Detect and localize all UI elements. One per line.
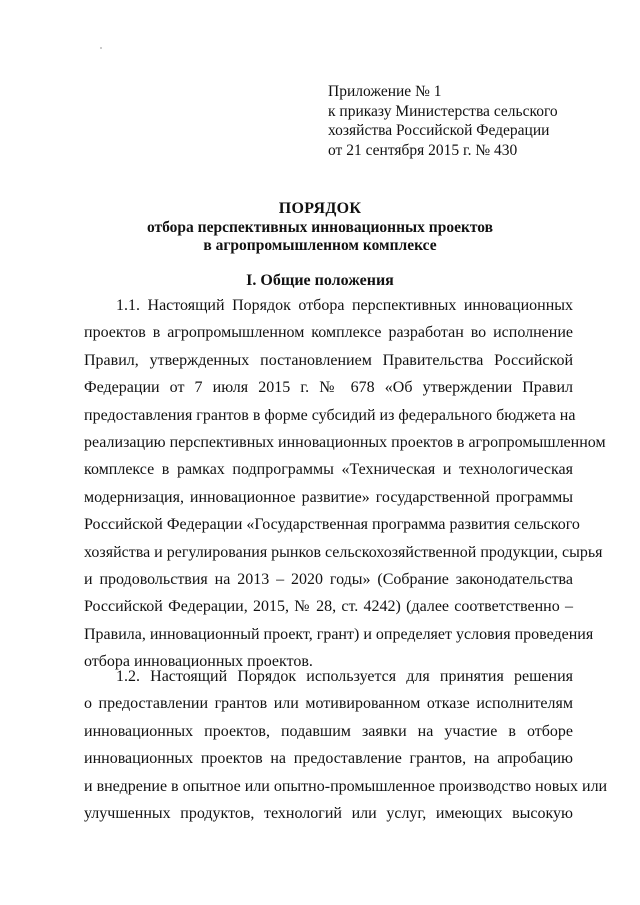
paragraph-line: реализацию перспективных инновационных проектов в агропромышленном <box>84 433 606 451</box>
paragraph-line: хозяйства и регулирования рынков сельскохозяйственной продукции, сырья <box>84 543 603 561</box>
paragraph-1-1 <box>84 292 606 675</box>
paragraph-line: 1.1. Настоящий Порядок отбора перспективных инновационных <box>116 297 573 314</box>
appendix-line-4: от 21 сентября 2015 г. № 430 <box>328 141 518 159</box>
paragraph-line: комплексе в рамках подпрограммы «Техническая и технологическая <box>84 461 573 479</box>
document-subtitle-line-2: в агропромышленном комплексе <box>203 237 437 254</box>
document-subtitle-line-1: отбора перспективных инновационных проектов <box>146 219 494 236</box>
section-heading: I. Общие положения <box>246 272 394 289</box>
paragraph-line: инновационных проектов на предоставление грантов, на апробацию <box>84 750 573 768</box>
paragraph-line: модернизация, инновационное развитие» государственной программы <box>84 488 573 506</box>
paragraph-line: 1.2. Настоящий Порядок используется для принятия решения <box>116 668 573 685</box>
document-title: ПОРЯДОК <box>278 200 362 217</box>
paragraph-line: отбора инновационных проектов. <box>84 653 313 671</box>
paragraph-line: предоставления грантов в форме субсидий из федерального бюджета на <box>84 406 576 424</box>
scan-speck <box>100 47 102 49</box>
paragraph-line: Российской Федерации, 2015, № 28, ст. 4242) (далее соответственно – <box>84 598 573 616</box>
paragraph-line: Правил, утвержденных постановлением Правительства Российской <box>84 351 573 369</box>
paragraph-line: проектов в агропромышленном комплексе разработан во исполнение <box>84 324 573 342</box>
appendix-header <box>328 82 618 160</box>
paragraph-line: Федерации от 7 июля 2015 г. № 678 «Об утверждении Правил <box>84 379 573 397</box>
paragraph-line: Правила, инновационный проект, грант) и определяет условия проведения <box>84 625 594 643</box>
appendix-line-3: хозяйства Российской Федерации <box>328 122 550 139</box>
paragraph-1-2 <box>84 663 608 827</box>
paragraph-line: и внедрение в опытное или опытно-промышленное производство новых или <box>84 777 608 795</box>
appendix-line-1: Приложение № 1 <box>328 83 442 100</box>
paragraph-line: о предоставлении грантов или мотивированном отказе исполнителям <box>84 695 573 713</box>
appendix-line-2: к приказу Министерства сельского <box>328 102 558 120</box>
paragraph-line: и продовольствия на 2013 – 2020 годы» (Собрание законодательства <box>84 570 573 588</box>
paragraph-line: улучшенных продуктов, технологий или услуг, имеющих высокую <box>84 804 573 822</box>
paragraph-line: инновационных проектов, подавшим заявки на участие в отборе <box>84 722 573 740</box>
paragraph-line: Российской Федерации «Государственная программа развития сельского <box>84 516 580 534</box>
